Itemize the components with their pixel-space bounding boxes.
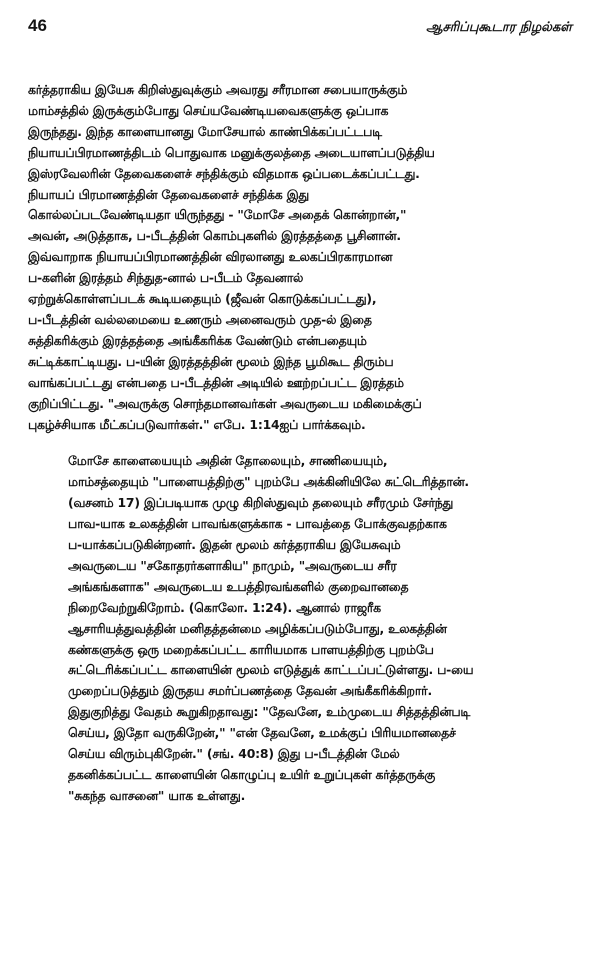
text-line: இதுகுறித்து வேதம் கூறுகிறதாவது: "தேவனே, உம்முடைய சித்தத்தின்படி (68, 704, 470, 720)
text-line: கர்த்தராகிய இயேசு கிறிஸ்துவுக்கும் அவரது சரீரமான சபையாருக்கும் (28, 82, 408, 97)
text-line: இஸ்ரவேலரின் தேவைகளைச் சந்திக்கும் விதமாக ஒப்படைக்கப்பட்டது. (28, 165, 420, 181)
text-line: ப-யாக்கப்படுகின்றனர். இதன் மூலம் கர்த்தராகிய இயேசுவும் (68, 537, 401, 553)
text-line: சுட்டிக்காட்டியது. ப-யின் இரத்தத்தின் மூலம் இந்த பூமிகூட திரும்ப (28, 353, 394, 369)
text-line: ஆசாரியத்துவத்தின் மனிதத்தன்மை அழிக்கப்படும்போது, உலகத்தின் (68, 620, 447, 636)
text-line: தகனிக்கப்பட்ட காளையின் கொழுப்பு உயிர் உறுப்புகள் கர்த்தருக்கு (68, 767, 436, 782)
paragraph-2 (28, 451, 572, 806)
text-line: பாவ-யாக உலகத்தின் பாவங்களுக்காக - பாவத்தை போக்குவதற்காக (68, 516, 447, 532)
text-line: மோசே காளையையும் அதின் தோலையும், சாணியையும், (68, 453, 388, 469)
text-line: ப-பீடத்தின் வல்லமையை உணரும் அனைவரும் முத-ல் இதை (28, 311, 372, 327)
text-line: வாங்கப்பட்டது என்பதை ப-பீடத்தின் அடியில் ஊற்றப்பட்ட இரத்தம் (28, 374, 404, 390)
page-header (28, 16, 572, 50)
text-line: மாம்சத்தில் இருக்கும்போது செய்யவேண்டியவைகளுக்கு ஒப்பாக (28, 102, 389, 118)
text-line: நிறைவேற்றுகிறோம். (கொலோ. 1:24). ஆனால் ராஜரீக (68, 599, 381, 615)
text-line: நியாயப் பிரமாணத்தின் தேவைகளைச் சந்திக்க இது (28, 186, 309, 202)
text-line: இவ்வாறாக நியாயப்பிரமாணத்தின் விரலானது உலகப்பிரகாரமான (28, 249, 393, 265)
text-line: "சுகந்த வாசனை" யாக உள்ளது. (68, 787, 246, 803)
text-line: அவன், அடுத்தாக, ப-பீடத்தின் கொம்புகளில் இரத்தத்தை பூசினான். (28, 228, 401, 244)
text-line: இருந்தது. இந்த காளையானது மோசேயால் காண்பிக்கப்பட்டபடி (28, 123, 382, 139)
text-line: ஏற்றுக்கொள்ளப்படக் கூடியதையும் (ஜீவன் கொடுக்கப்பட்டது), (28, 291, 377, 307)
page-number: 46 (28, 16, 47, 35)
text-line: கொல்லப்படவேண்டியதா யிருந்தது - "மோசே அதைக் கொன்றான்," (28, 207, 407, 223)
text-line: அவருடைய "சகோதரர்களாகிய" நாமும், "அவருடைய சரீர (68, 557, 397, 573)
text-line: அங்கங்களாக" அவருடைய உபத்திரவங்களில் குறைவானதை (68, 578, 409, 594)
text-line: முறைப்படுத்தும் இருதய சமர்ப்பணத்தை தேவன் அங்கீகரிக்கிறார். (68, 683, 432, 699)
running-title: ஆசரிப்புகூடார நிழல்கள் (426, 20, 572, 35)
text-line: மாம்சத்தையும் "பாளையத்திற்கு" புறம்பே அக்கினியிலே சுட்டெரித்தான். (68, 474, 469, 490)
text-line: சுட்டெரிக்கப்பட்ட காளையின் மூலம் எடுத்துக் காட்டப்பட்டுள்ளது. ப-யை (68, 662, 474, 678)
paragraph-1 (28, 80, 572, 435)
text-line: ப-களின் இரத்தம் சிந்துத-னால் ப-பீடம் தேவனால் (28, 270, 304, 286)
text-line: குறிப்பிட்டது. "அவருக்கு சொந்தமானவர்கள் அவருடைய மகிமைக்குப் (28, 395, 422, 411)
text-line: செய்ய விரும்புகிறேன்." (சங். 40:8) இது ப-பீடத்தின் மேல் (68, 746, 400, 762)
text-line: நியாயப்பிரமாணத்திடம் பொதுவாக மனுக்குலத்தை அடையாளப்படுத்திய (28, 144, 435, 160)
text-line: (வசனம் 17) இப்படியாக முழு கிறிஸ்துவும் தலையும் சரீரமும் சேர்ந்து (68, 495, 454, 511)
text-line: சுத்திகரிக்கும் இரத்தத்தை அங்கீகரிக்க வேண்டும் என்பதையும் (28, 332, 367, 348)
text-line: புகழ்ச்சியாக மீட்கப்படுவார்கள்." எபே. 1:14ஐப் பார்க்கவும். (28, 416, 366, 432)
text-line: செய்ய, இதோ வருகிறேன்," "என் தேவனே, உமக்குப் பிரியமானதைச் (68, 725, 456, 741)
text-line: கண்களுக்கு ஒரு மறைக்கப்பட்ட காரியமாக பாளயத்திற்கு புறம்பே (68, 641, 434, 657)
